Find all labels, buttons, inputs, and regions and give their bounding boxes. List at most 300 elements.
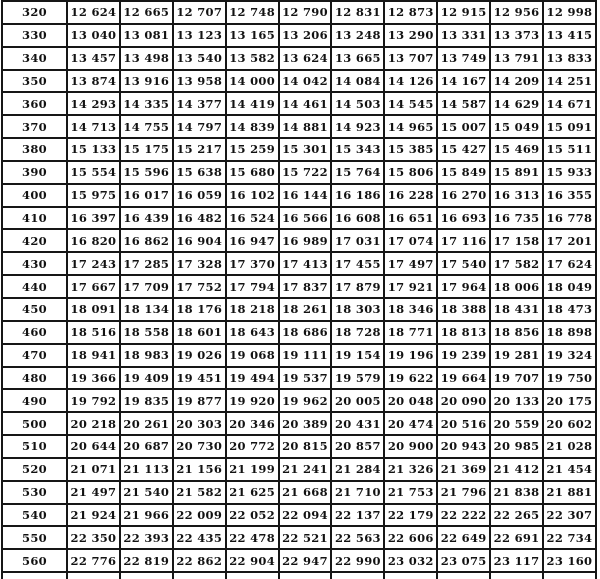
table-row xyxy=(2,389,596,412)
value-cell: 20 389 xyxy=(279,412,332,435)
empty-cell xyxy=(2,572,67,579)
value-cell: 19 750 xyxy=(543,367,596,390)
value-cell: 15 007 xyxy=(437,115,490,138)
value-cell: 16 524 xyxy=(226,207,279,230)
value-cell: 20 815 xyxy=(279,435,332,458)
value-cell: 16 439 xyxy=(120,207,173,230)
value-cell: 17 413 xyxy=(279,252,332,275)
row-key-cell: 550 xyxy=(2,526,67,549)
value-cell: 16 017 xyxy=(120,184,173,207)
value-cell: 13 665 xyxy=(331,47,384,70)
value-cell: 14 881 xyxy=(279,115,332,138)
value-cell: 23 160 xyxy=(543,549,596,572)
value-cell: 12 915 xyxy=(437,1,490,24)
value-cell: 16 313 xyxy=(490,184,543,207)
value-cell: 13 874 xyxy=(67,70,120,93)
table-row xyxy=(2,412,596,435)
value-cell: 15 764 xyxy=(331,161,384,184)
value-cell: 20 005 xyxy=(331,389,384,412)
empty-cell xyxy=(490,572,543,579)
table-row xyxy=(2,549,596,572)
number-table-body xyxy=(2,1,596,579)
value-cell: 18 049 xyxy=(543,275,596,298)
value-cell: 13 582 xyxy=(226,47,279,70)
value-cell: 21 156 xyxy=(173,458,226,481)
row-key-cell: 470 xyxy=(2,344,67,367)
value-cell: 16 989 xyxy=(279,229,332,252)
value-cell: 17 582 xyxy=(490,252,543,275)
value-cell: 12 665 xyxy=(120,1,173,24)
value-cell: 12 748 xyxy=(226,1,279,24)
value-cell: 14 755 xyxy=(120,115,173,138)
value-cell: 20 431 xyxy=(331,412,384,435)
value-cell: 17 328 xyxy=(173,252,226,275)
value-cell: 22 137 xyxy=(331,504,384,527)
value-cell: 21 284 xyxy=(331,458,384,481)
value-cell: 12 624 xyxy=(67,1,120,24)
table-row xyxy=(2,367,596,390)
value-cell: 15 680 xyxy=(226,161,279,184)
empty-cell xyxy=(226,572,279,579)
row-key-cell: 560 xyxy=(2,549,67,572)
value-cell: 22 990 xyxy=(331,549,384,572)
value-cell: 13 373 xyxy=(490,24,543,47)
value-cell: 19 324 xyxy=(543,344,596,367)
clipped-partial-row xyxy=(2,572,596,579)
value-cell: 18 898 xyxy=(543,321,596,344)
value-cell: 15 343 xyxy=(331,138,384,161)
value-cell: 18 983 xyxy=(120,344,173,367)
value-cell: 21 326 xyxy=(384,458,437,481)
value-cell: 15 933 xyxy=(543,161,596,184)
value-cell: 17 752 xyxy=(173,275,226,298)
value-cell: 22 947 xyxy=(279,549,332,572)
value-cell: 13 749 xyxy=(437,47,490,70)
value-cell: 16 947 xyxy=(226,229,279,252)
value-cell: 15 596 xyxy=(120,161,173,184)
value-cell: 18 771 xyxy=(384,321,437,344)
value-cell: 12 707 xyxy=(173,1,226,24)
value-cell: 14 503 xyxy=(331,92,384,115)
value-cell: 19 962 xyxy=(279,389,332,412)
value-cell: 13 248 xyxy=(331,24,384,47)
value-cell: 12 790 xyxy=(279,1,332,24)
value-cell: 17 709 xyxy=(120,275,173,298)
value-cell: 22 734 xyxy=(543,526,596,549)
table-row xyxy=(2,504,596,527)
value-cell: 14 671 xyxy=(543,92,596,115)
table-row xyxy=(2,526,596,549)
value-cell: 23 117 xyxy=(490,549,543,572)
empty-cell xyxy=(331,572,384,579)
value-cell: 17 074 xyxy=(384,229,437,252)
value-cell: 19 792 xyxy=(67,389,120,412)
row-key-cell: 540 xyxy=(2,504,67,527)
table-row xyxy=(2,435,596,458)
value-cell: 15 554 xyxy=(67,161,120,184)
row-key-cell: 370 xyxy=(2,115,67,138)
value-cell: 16 820 xyxy=(67,229,120,252)
table-row xyxy=(2,298,596,321)
value-cell: 22 435 xyxy=(173,526,226,549)
value-cell: 17 879 xyxy=(331,275,384,298)
table-row xyxy=(2,458,596,481)
value-cell: 14 419 xyxy=(226,92,279,115)
value-cell: 14 126 xyxy=(384,70,437,93)
value-cell: 19 068 xyxy=(226,344,279,367)
value-cell: 14 377 xyxy=(173,92,226,115)
value-cell: 19 281 xyxy=(490,344,543,367)
value-cell: 14 209 xyxy=(490,70,543,93)
value-cell: 13 290 xyxy=(384,24,437,47)
value-cell: 15 849 xyxy=(437,161,490,184)
value-cell: 22 649 xyxy=(437,526,490,549)
value-cell: 23 032 xyxy=(384,549,437,572)
row-key-cell: 380 xyxy=(2,138,67,161)
value-cell: 15 301 xyxy=(279,138,332,161)
value-cell: 22 904 xyxy=(226,549,279,572)
value-cell: 14 797 xyxy=(173,115,226,138)
value-cell: 13 415 xyxy=(543,24,596,47)
row-key-cell: 520 xyxy=(2,458,67,481)
value-cell: 18 346 xyxy=(384,298,437,321)
value-cell: 20 687 xyxy=(120,435,173,458)
value-cell: 20 303 xyxy=(173,412,226,435)
value-cell: 14 167 xyxy=(437,70,490,93)
value-cell: 21 454 xyxy=(543,458,596,481)
value-cell: 12 873 xyxy=(384,1,437,24)
value-cell: 22 009 xyxy=(173,504,226,527)
value-cell: 17 455 xyxy=(331,252,384,275)
row-key-cell: 490 xyxy=(2,389,67,412)
table-row xyxy=(2,70,596,93)
value-cell: 16 144 xyxy=(279,184,332,207)
value-cell: 20 090 xyxy=(437,389,490,412)
value-cell: 17 794 xyxy=(226,275,279,298)
row-key-cell: 460 xyxy=(2,321,67,344)
value-cell: 20 644 xyxy=(67,435,120,458)
value-cell: 18 261 xyxy=(279,298,332,321)
table-row xyxy=(2,344,596,367)
empty-cell xyxy=(384,572,437,579)
value-cell: 14 293 xyxy=(67,92,120,115)
value-cell: 15 891 xyxy=(490,161,543,184)
value-cell: 19 451 xyxy=(173,367,226,390)
value-cell: 20 943 xyxy=(437,435,490,458)
empty-cell xyxy=(279,572,332,579)
value-cell: 16 397 xyxy=(67,207,120,230)
value-cell: 18 303 xyxy=(331,298,384,321)
value-cell: 21 369 xyxy=(437,458,490,481)
value-cell: 18 601 xyxy=(173,321,226,344)
value-cell: 13 081 xyxy=(120,24,173,47)
value-cell: 21 710 xyxy=(331,481,384,504)
table-row xyxy=(2,481,596,504)
value-cell: 18 516 xyxy=(67,321,120,344)
table-row xyxy=(2,184,596,207)
value-cell: 13 498 xyxy=(120,47,173,70)
value-cell: 18 218 xyxy=(226,298,279,321)
value-cell: 18 431 xyxy=(490,298,543,321)
value-cell: 16 904 xyxy=(173,229,226,252)
value-cell: 17 243 xyxy=(67,252,120,275)
value-cell: 14 965 xyxy=(384,115,437,138)
value-cell: 16 862 xyxy=(120,229,173,252)
row-key-cell: 400 xyxy=(2,184,67,207)
value-cell: 13 123 xyxy=(173,24,226,47)
value-cell: 21 753 xyxy=(384,481,437,504)
value-cell: 21 540 xyxy=(120,481,173,504)
value-cell: 12 956 xyxy=(490,1,543,24)
value-cell: 20 346 xyxy=(226,412,279,435)
value-cell: 17 624 xyxy=(543,252,596,275)
value-cell: 22 393 xyxy=(120,526,173,549)
row-key-cell: 420 xyxy=(2,229,67,252)
empty-cell xyxy=(173,572,226,579)
value-cell: 19 622 xyxy=(384,367,437,390)
value-cell: 13 331 xyxy=(437,24,490,47)
value-cell: 15 511 xyxy=(543,138,596,161)
value-cell: 16 608 xyxy=(331,207,384,230)
value-cell: 19 707 xyxy=(490,367,543,390)
value-cell: 21 113 xyxy=(120,458,173,481)
value-cell: 18 686 xyxy=(279,321,332,344)
row-key-cell: 340 xyxy=(2,47,67,70)
value-cell: 22 563 xyxy=(331,526,384,549)
row-key-cell: 450 xyxy=(2,298,67,321)
table-row xyxy=(2,138,596,161)
value-cell: 17 497 xyxy=(384,252,437,275)
value-cell: 22 862 xyxy=(173,549,226,572)
value-cell: 18 856 xyxy=(490,321,543,344)
value-cell: 22 094 xyxy=(279,504,332,527)
value-cell: 14 923 xyxy=(331,115,384,138)
value-cell: 16 778 xyxy=(543,207,596,230)
value-cell: 17 285 xyxy=(120,252,173,275)
value-cell: 17 540 xyxy=(437,252,490,275)
value-cell: 22 222 xyxy=(437,504,490,527)
value-cell: 20 772 xyxy=(226,435,279,458)
value-cell: 15 722 xyxy=(279,161,332,184)
value-cell: 19 664 xyxy=(437,367,490,390)
value-cell: 15 975 xyxy=(67,184,120,207)
value-cell: 18 134 xyxy=(120,298,173,321)
value-cell: 18 643 xyxy=(226,321,279,344)
table-row xyxy=(2,92,596,115)
value-cell: 15 259 xyxy=(226,138,279,161)
value-cell: 19 835 xyxy=(120,389,173,412)
value-cell: 19 409 xyxy=(120,367,173,390)
value-cell: 13 916 xyxy=(120,70,173,93)
value-cell: 19 494 xyxy=(226,367,279,390)
value-cell: 19 877 xyxy=(173,389,226,412)
value-cell: 15 049 xyxy=(490,115,543,138)
value-cell: 13 958 xyxy=(173,70,226,93)
value-cell: 18 813 xyxy=(437,321,490,344)
value-cell: 21 497 xyxy=(67,481,120,504)
value-cell: 23 075 xyxy=(437,549,490,572)
value-cell: 13 457 xyxy=(67,47,120,70)
value-cell: 18 941 xyxy=(67,344,120,367)
value-cell: 20 900 xyxy=(384,435,437,458)
table-row xyxy=(2,161,596,184)
value-cell: 14 461 xyxy=(279,92,332,115)
empty-cell xyxy=(543,572,596,579)
value-cell: 13 833 xyxy=(543,47,596,70)
empty-cell xyxy=(67,572,120,579)
value-cell: 20 474 xyxy=(384,412,437,435)
value-cell: 15 133 xyxy=(67,138,120,161)
value-cell: 14 629 xyxy=(490,92,543,115)
value-cell: 22 350 xyxy=(67,526,120,549)
value-cell: 14 042 xyxy=(279,70,332,93)
number-table xyxy=(1,0,597,579)
value-cell: 16 651 xyxy=(384,207,437,230)
value-cell: 19 111 xyxy=(279,344,332,367)
value-cell: 14 084 xyxy=(331,70,384,93)
row-key-cell: 500 xyxy=(2,412,67,435)
value-cell: 20 730 xyxy=(173,435,226,458)
value-cell: 19 154 xyxy=(331,344,384,367)
value-cell: 14 545 xyxy=(384,92,437,115)
value-cell: 16 059 xyxy=(173,184,226,207)
value-cell: 13 624 xyxy=(279,47,332,70)
value-cell: 19 366 xyxy=(67,367,120,390)
row-key-cell: 320 xyxy=(2,1,67,24)
value-cell: 20 048 xyxy=(384,389,437,412)
value-cell: 13 707 xyxy=(384,47,437,70)
value-cell: 17 031 xyxy=(331,229,384,252)
value-cell: 17 837 xyxy=(279,275,332,298)
value-cell: 20 985 xyxy=(490,435,543,458)
value-cell: 20 516 xyxy=(437,412,490,435)
value-cell: 17 201 xyxy=(543,229,596,252)
value-cell: 21 412 xyxy=(490,458,543,481)
value-cell: 13 791 xyxy=(490,47,543,70)
value-cell: 14 335 xyxy=(120,92,173,115)
value-cell: 21 625 xyxy=(226,481,279,504)
value-cell: 20 857 xyxy=(331,435,384,458)
row-key-cell: 480 xyxy=(2,367,67,390)
value-cell: 15 175 xyxy=(120,138,173,161)
value-cell: 16 270 xyxy=(437,184,490,207)
value-cell: 21 199 xyxy=(226,458,279,481)
value-cell: 18 473 xyxy=(543,298,596,321)
table-row xyxy=(2,207,596,230)
value-cell: 19 920 xyxy=(226,389,279,412)
value-cell: 22 521 xyxy=(279,526,332,549)
value-cell: 16 355 xyxy=(543,184,596,207)
value-cell: 13 165 xyxy=(226,24,279,47)
value-cell: 15 427 xyxy=(437,138,490,161)
value-cell: 15 806 xyxy=(384,161,437,184)
value-cell: 13 040 xyxy=(67,24,120,47)
value-cell: 15 217 xyxy=(173,138,226,161)
value-cell: 21 838 xyxy=(490,481,543,504)
value-cell: 19 239 xyxy=(437,344,490,367)
value-cell: 20 175 xyxy=(543,389,596,412)
empty-cell xyxy=(120,572,173,579)
value-cell: 16 482 xyxy=(173,207,226,230)
value-cell: 21 071 xyxy=(67,458,120,481)
value-cell: 16 102 xyxy=(226,184,279,207)
value-cell: 16 186 xyxy=(331,184,384,207)
value-cell: 22 307 xyxy=(543,504,596,527)
value-cell: 18 388 xyxy=(437,298,490,321)
value-cell: 16 228 xyxy=(384,184,437,207)
value-cell: 21 241 xyxy=(279,458,332,481)
value-cell: 21 668 xyxy=(279,481,332,504)
table-row xyxy=(2,24,596,47)
value-cell: 18 558 xyxy=(120,321,173,344)
value-cell: 18 176 xyxy=(173,298,226,321)
row-key-cell: 390 xyxy=(2,161,67,184)
row-key-cell: 350 xyxy=(2,70,67,93)
value-cell: 20 218 xyxy=(67,412,120,435)
value-cell: 21 881 xyxy=(543,481,596,504)
row-key-cell: 360 xyxy=(2,92,67,115)
value-cell: 16 566 xyxy=(279,207,332,230)
value-cell: 18 006 xyxy=(490,275,543,298)
value-cell: 22 776 xyxy=(67,549,120,572)
value-cell: 21 028 xyxy=(543,435,596,458)
value-cell: 22 691 xyxy=(490,526,543,549)
row-key-cell: 330 xyxy=(2,24,67,47)
table-row xyxy=(2,115,596,138)
value-cell: 20 602 xyxy=(543,412,596,435)
row-key-cell: 530 xyxy=(2,481,67,504)
table-row xyxy=(2,47,596,70)
value-cell: 19 537 xyxy=(279,367,332,390)
value-cell: 21 582 xyxy=(173,481,226,504)
empty-cell xyxy=(437,572,490,579)
table-row xyxy=(2,229,596,252)
value-cell: 15 638 xyxy=(173,161,226,184)
value-cell: 14 839 xyxy=(226,115,279,138)
value-cell: 22 179 xyxy=(384,504,437,527)
value-cell: 15 385 xyxy=(384,138,437,161)
value-cell: 21 796 xyxy=(437,481,490,504)
row-key-cell: 510 xyxy=(2,435,67,458)
value-cell: 16 693 xyxy=(437,207,490,230)
value-cell: 14 000 xyxy=(226,70,279,93)
value-cell: 18 728 xyxy=(331,321,384,344)
value-cell: 16 735 xyxy=(490,207,543,230)
value-cell: 14 713 xyxy=(67,115,120,138)
value-cell: 22 606 xyxy=(384,526,437,549)
table-row xyxy=(2,275,596,298)
value-cell: 21 924 xyxy=(67,504,120,527)
value-cell: 20 261 xyxy=(120,412,173,435)
value-cell: 22 478 xyxy=(226,526,279,549)
value-cell: 18 091 xyxy=(67,298,120,321)
row-key-cell: 430 xyxy=(2,252,67,275)
value-cell: 19 579 xyxy=(331,367,384,390)
value-cell: 14 587 xyxy=(437,92,490,115)
value-cell: 21 966 xyxy=(120,504,173,527)
row-key-cell: 410 xyxy=(2,207,67,230)
value-cell: 17 964 xyxy=(437,275,490,298)
value-cell: 17 370 xyxy=(226,252,279,275)
row-key-cell: 440 xyxy=(2,275,67,298)
value-cell: 17 667 xyxy=(67,275,120,298)
value-cell: 20 559 xyxy=(490,412,543,435)
table-row xyxy=(2,252,596,275)
value-cell: 19 026 xyxy=(173,344,226,367)
value-cell: 13 540 xyxy=(173,47,226,70)
value-cell: 12 831 xyxy=(331,1,384,24)
table-row xyxy=(2,1,596,24)
